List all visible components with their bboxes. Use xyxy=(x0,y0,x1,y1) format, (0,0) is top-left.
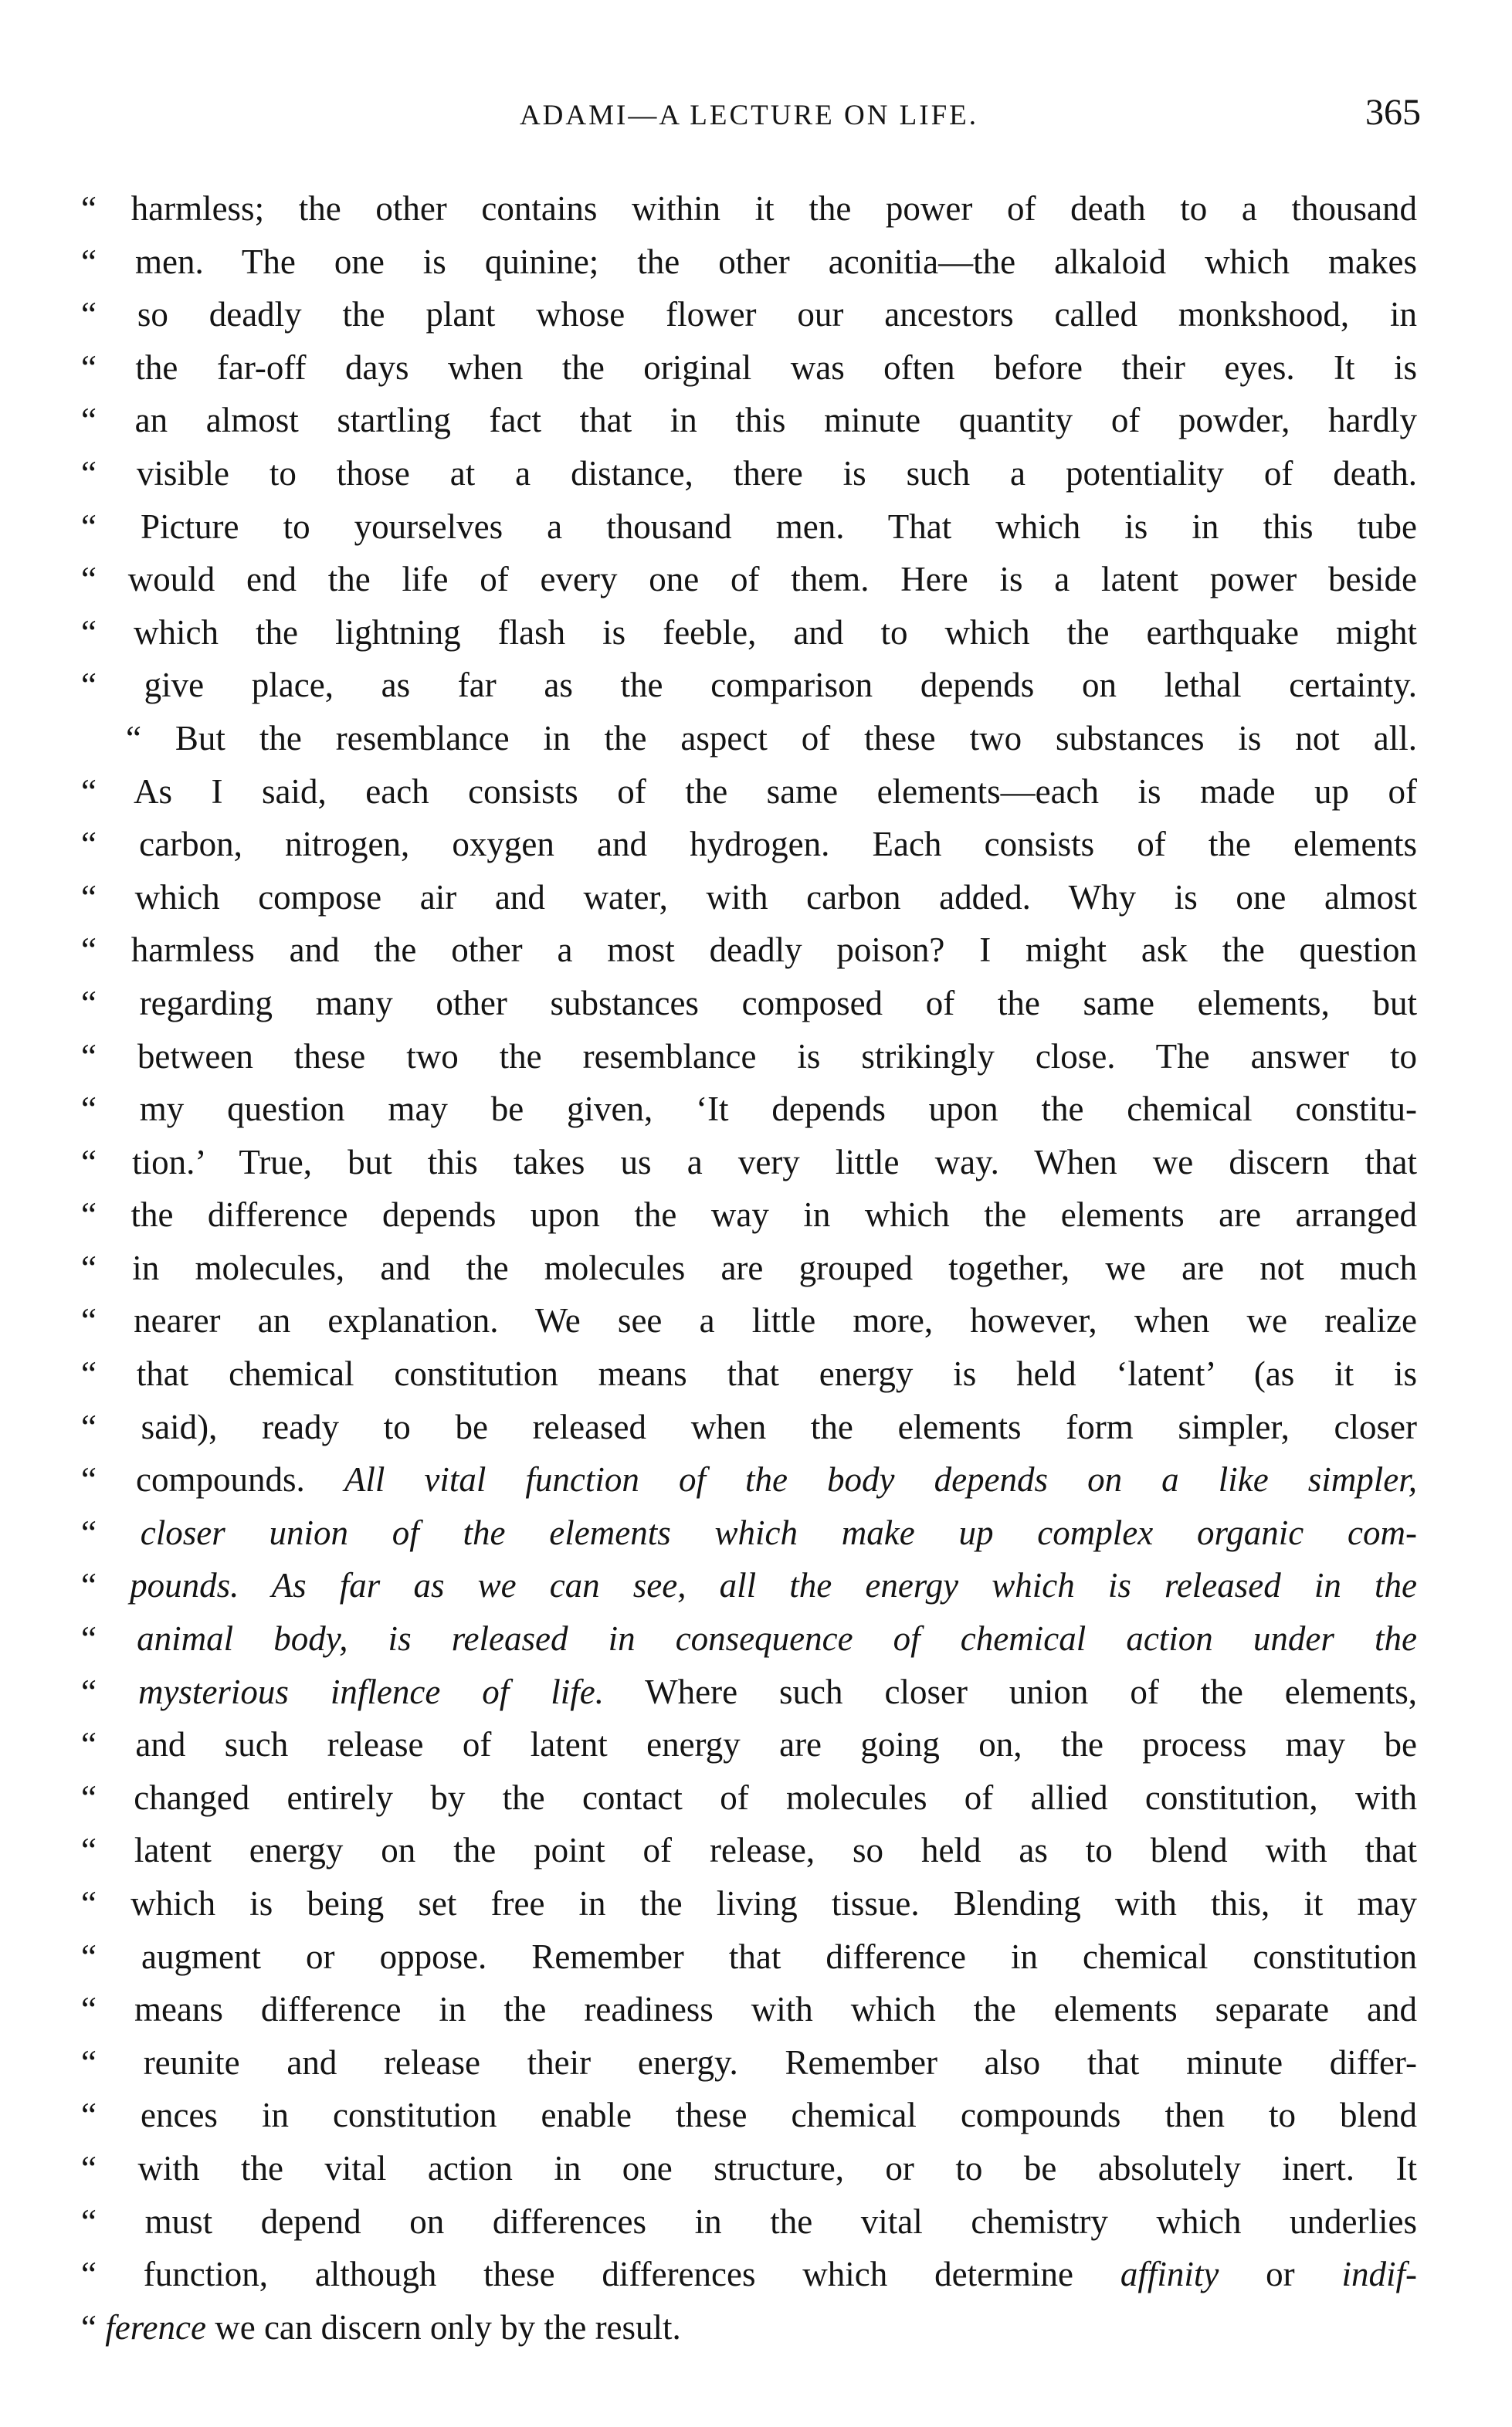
text-line xyxy=(81,2195,1417,2249)
text-line xyxy=(81,2142,1417,2195)
text-line xyxy=(81,2248,1417,2301)
text-line xyxy=(81,1347,1417,1401)
italic-text-segment: animal body, is released in consequence of chemical action under the xyxy=(137,1619,1417,1659)
text-line xyxy=(81,765,1417,819)
text-segment: “ would end the life of every one of them. Here is a latent power beside xyxy=(81,560,1417,599)
text-segment: “ my question may be given, ‘It depends upon the chemical constitu- xyxy=(81,1090,1417,1129)
italic-text-segment: closer union of the elements which make up complex organic com- xyxy=(140,1513,1417,1552)
text-line xyxy=(81,1136,1417,1189)
text-segment: “ which the lightning flash is feeble, and to which the earthquake might xyxy=(81,612,1417,652)
running-head xyxy=(77,91,1421,145)
text-line xyxy=(81,712,1417,765)
text-segment: “ that chemical constitution means that energy is held ‘latent’ (as it is xyxy=(81,1354,1417,1394)
text-segment: “ the difference depends upon the way in which the elements are arranged xyxy=(81,1195,1417,1235)
text-line xyxy=(81,2036,1417,2090)
text-line xyxy=(81,1930,1417,1984)
text-line xyxy=(81,447,1417,500)
text-line xyxy=(81,818,1417,871)
text-line xyxy=(81,553,1417,606)
text-line xyxy=(81,1877,1417,1930)
text-segment: “ tion.’ True, but this takes us a very little way. When we discern that xyxy=(81,1142,1417,1181)
text-line xyxy=(81,1030,1417,1083)
running-title: ADAMI—A LECTURE ON LIFE. xyxy=(519,100,979,131)
text-line xyxy=(81,2301,1417,2354)
text-line xyxy=(81,1612,1417,1666)
text-segment: or xyxy=(1219,2255,1342,2294)
text-line xyxy=(81,1453,1417,1507)
text-line xyxy=(81,1559,1417,1612)
text-segment: “ visible to those at a distance, there is such a potentiality of death. xyxy=(81,453,1417,493)
text-line xyxy=(81,1242,1417,1295)
text-segment: “ must depend on differences in the vital chemistry which underlies xyxy=(81,2202,1417,2241)
text-segment: “ so deadly the plant whose flower our ancestors called monkshood, in xyxy=(81,295,1417,334)
text-segment: “ changed entirely by the contact of molecules of allied constitution, with xyxy=(81,1778,1417,1817)
italic-text-segment: pounds. As far as we can see, all the energy which is released in the xyxy=(130,1566,1417,1605)
text-line xyxy=(81,977,1417,1030)
page-number: 365 xyxy=(1365,92,1421,133)
text-segment: “ in molecules, and the molecules are grouped together, we are not much xyxy=(81,1248,1417,1287)
text-line xyxy=(81,659,1417,712)
text-segment: “ xyxy=(81,1566,131,1605)
text-segment: Where such closer union of the elements, xyxy=(604,1672,1417,1711)
italic-text-segment: ference xyxy=(105,2307,206,2347)
text-line xyxy=(81,1824,1417,1877)
text-segment: “ and such release of latent energy are going on, the process may be xyxy=(81,1725,1417,1764)
text-segment: “ which compose air and water, with carbon added. Why is one almost xyxy=(81,877,1417,917)
text-segment: “ men. The one is quinine; the other aconitia—the alkaloid which makes xyxy=(81,242,1417,281)
text-line xyxy=(81,1507,1417,1560)
text-segment: we can discern only by the result. xyxy=(205,2307,681,2347)
text-line xyxy=(81,500,1417,554)
text-segment: “ augment or oppose. Remember that difference in chemical constitution xyxy=(81,1937,1417,1976)
text-segment: “ harmless; the other contains within it the power of death to a thousand xyxy=(81,189,1417,228)
text-segment: “ an almost startling fact that in this minute quantity of powder, hardly xyxy=(81,401,1417,440)
text-segment: “ But the resemblance in the aspect of these two substances is not all. xyxy=(126,718,1417,758)
text-segment: “ said), ready to be released when the elements form simpler, closer xyxy=(81,1407,1417,1446)
italic-text-segment: mysterious inflence of life. xyxy=(137,1672,605,1711)
text-line xyxy=(81,1294,1417,1347)
text-segment: “ xyxy=(81,1619,137,1659)
text-segment: “ with the vital action in one structure, or to be absolutely inert. It xyxy=(81,2148,1417,2188)
text-segment: “ xyxy=(81,1513,141,1552)
italic-text-segment: All vital function of the body depends on a like simpler, xyxy=(344,1460,1417,1500)
text-line xyxy=(81,606,1417,659)
text-segment: “ give place, as far as the comparison depends on lethal certainty. xyxy=(81,666,1417,705)
text-line xyxy=(81,1083,1417,1136)
text-segment: “ harmless and the other a most deadly poison? I might ask the question xyxy=(81,930,1417,970)
text-segment: “ the far-off days when the original was often before their eyes. It is xyxy=(81,347,1417,387)
text-segment: “ means difference in the readiness with which the elements separate and xyxy=(81,1990,1417,2029)
text-segment: “ between these two the resemblance is strikingly close. The answer to xyxy=(81,1036,1417,1076)
text-line xyxy=(81,1188,1417,1242)
italic-text-segment: affinity xyxy=(1120,2255,1219,2294)
text-segment: “ carbon, nitrogen, oxygen and hydrogen. Each consists of the elements xyxy=(81,825,1417,864)
text-segment: “ Picture to yourselves a thousand men. That which is in this tube xyxy=(81,507,1417,546)
text-segment: “ function, although these differences which determine xyxy=(81,2255,1120,2294)
text-segment: “ which is being set free in the living tissue. Blending with this, it may xyxy=(81,1884,1417,1923)
text-line xyxy=(81,288,1417,341)
text-line xyxy=(81,236,1417,289)
text-segment: “ latent energy on the point of release, so held as to blend with that xyxy=(81,1831,1417,1870)
text-segment: “ regarding many other substances composed of the same elements, but xyxy=(81,983,1417,1022)
text-line xyxy=(81,1401,1417,1454)
text-line xyxy=(81,2089,1417,2142)
text-segment: “ reunite and release their energy. Remember also that minute differ- xyxy=(81,2042,1417,2082)
text-line xyxy=(81,871,1417,924)
text-segment: “ xyxy=(81,2307,106,2347)
text-line xyxy=(81,1771,1417,1825)
text-segment: “ nearer an explanation. We see a little more, however, when we realize xyxy=(81,1301,1417,1341)
text-segment: “ xyxy=(81,1672,138,1711)
text-line xyxy=(81,394,1417,447)
text-line xyxy=(81,1983,1417,2036)
text-line xyxy=(81,1718,1417,1771)
text-line xyxy=(81,182,1417,236)
text-line xyxy=(81,341,1417,395)
text-segment: “ ences in constitution enable these chemical compounds then to blend xyxy=(81,2096,1417,2135)
body-text xyxy=(81,182,1417,2354)
text-segment: “ As I said, each consists of the same elements—each is made up of xyxy=(81,771,1417,811)
text-segment: “ compounds. xyxy=(81,1460,344,1500)
text-line xyxy=(81,1666,1417,1719)
italic-text-segment: indif- xyxy=(1341,2255,1417,2294)
text-line xyxy=(81,924,1417,977)
